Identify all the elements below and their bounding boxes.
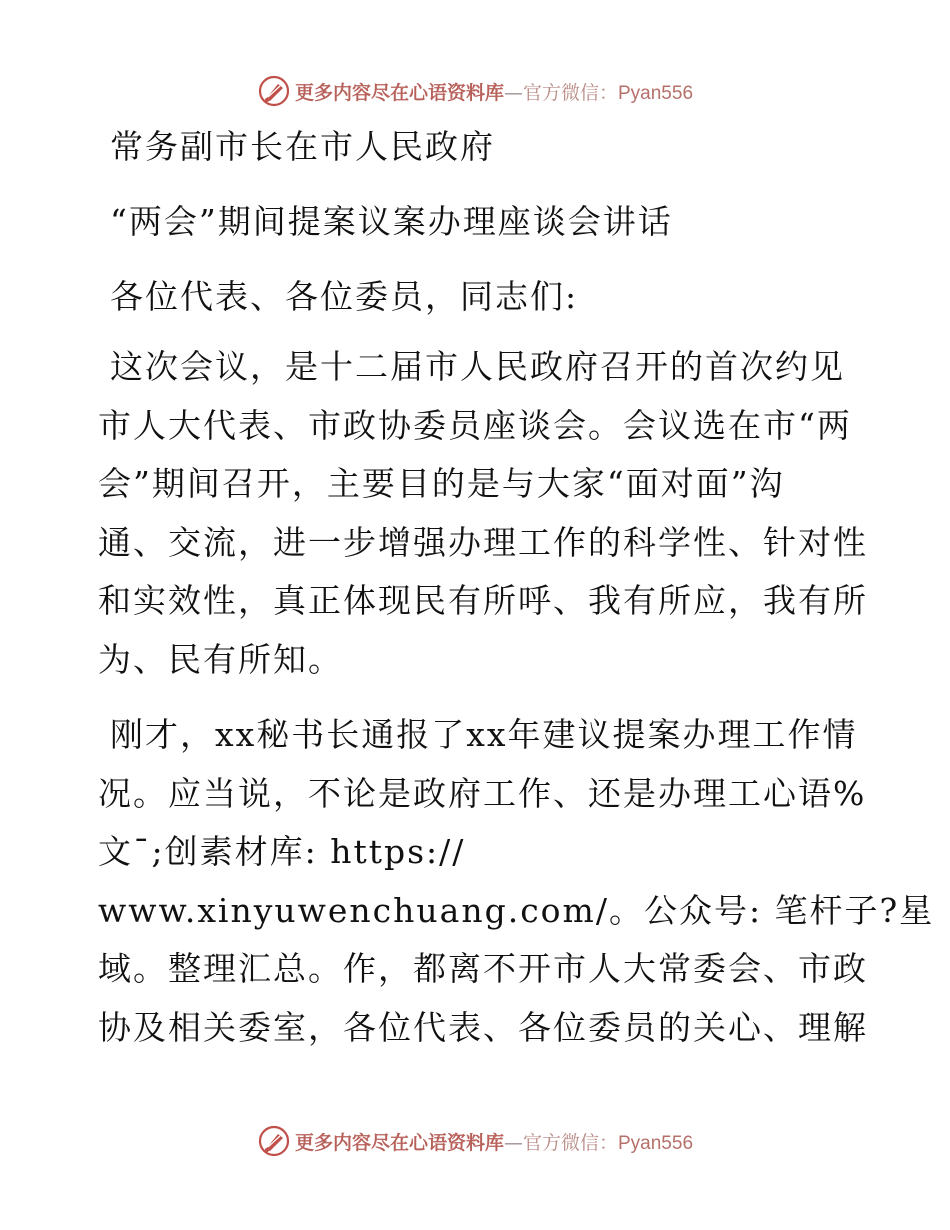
pen-nib-logo-icon	[257, 1124, 291, 1158]
pen-nib-logo-icon	[257, 74, 291, 108]
paragraph-line: 为、民有所知。	[98, 639, 343, 679]
salutation: 各位代表、各位委员，同志们:	[110, 277, 579, 316]
footer-watermark-banner	[0, 1121, 950, 1161]
watermark-main: 更多内容尽在心语资料库	[294, 1131, 504, 1154]
document-title-line2: “两会”期间提案议案办理座谈会讲话	[110, 202, 673, 241]
header-watermark-banner	[0, 71, 950, 111]
document-title-line1: 常务副市长在市人民政府	[110, 127, 495, 166]
paragraph-line: www.xinyuwenchuang.com/。公众号: 笔杆子?星	[98, 890, 935, 930]
watermark-wechat-id: Pyan556	[618, 1132, 694, 1154]
watermark-wechat-id: Pyan556	[618, 82, 694, 104]
paragraph-line: 刚才，xx秘书长通报了xx年建议提案办理工作情	[110, 715, 858, 754]
watermark-main: 更多内容尽在心语资料库	[294, 81, 504, 104]
watermark-text	[295, 1128, 693, 1155]
watermark-wechat-label: 官方微信：	[522, 1131, 618, 1154]
paragraph-line: 这次会议，是十二届市人民政府召开的首次约见	[110, 347, 845, 386]
paragraph-line: 况。应当说，不论是政府工作、还是办理工心语%	[98, 773, 867, 813]
document-body	[98, 118, 935, 1057]
watermark-separator: —	[503, 81, 523, 104]
paragraph-line: 通、交流，进一步增强办理工作的科学性、针对性	[98, 522, 868, 562]
paragraph-line: 会”期间召开，主要目的是与大家“面对面”沟	[98, 464, 785, 503]
paragraph-line: 域。整理汇总。作，都离不开市人大常委会、市政	[98, 949, 868, 988]
paragraph-2	[98, 706, 935, 1057]
watermark-separator: —	[503, 1131, 523, 1154]
paragraph-line: 市人大代表、市政协委员座谈会。会议选在市“两	[98, 405, 852, 445]
paragraph-line: 文¯;创素材库: https://	[98, 832, 466, 871]
paragraph-line: 和实效性，真正体现民有所呼、我有所应，我有所	[98, 581, 868, 620]
watermark-wechat-label: 官方微信：	[522, 81, 618, 104]
paragraph-1	[98, 338, 868, 689]
paragraph-line: 协及相关委室，各位代表、各位委员的关心、理解	[98, 1007, 868, 1047]
watermark-text	[295, 78, 693, 105]
